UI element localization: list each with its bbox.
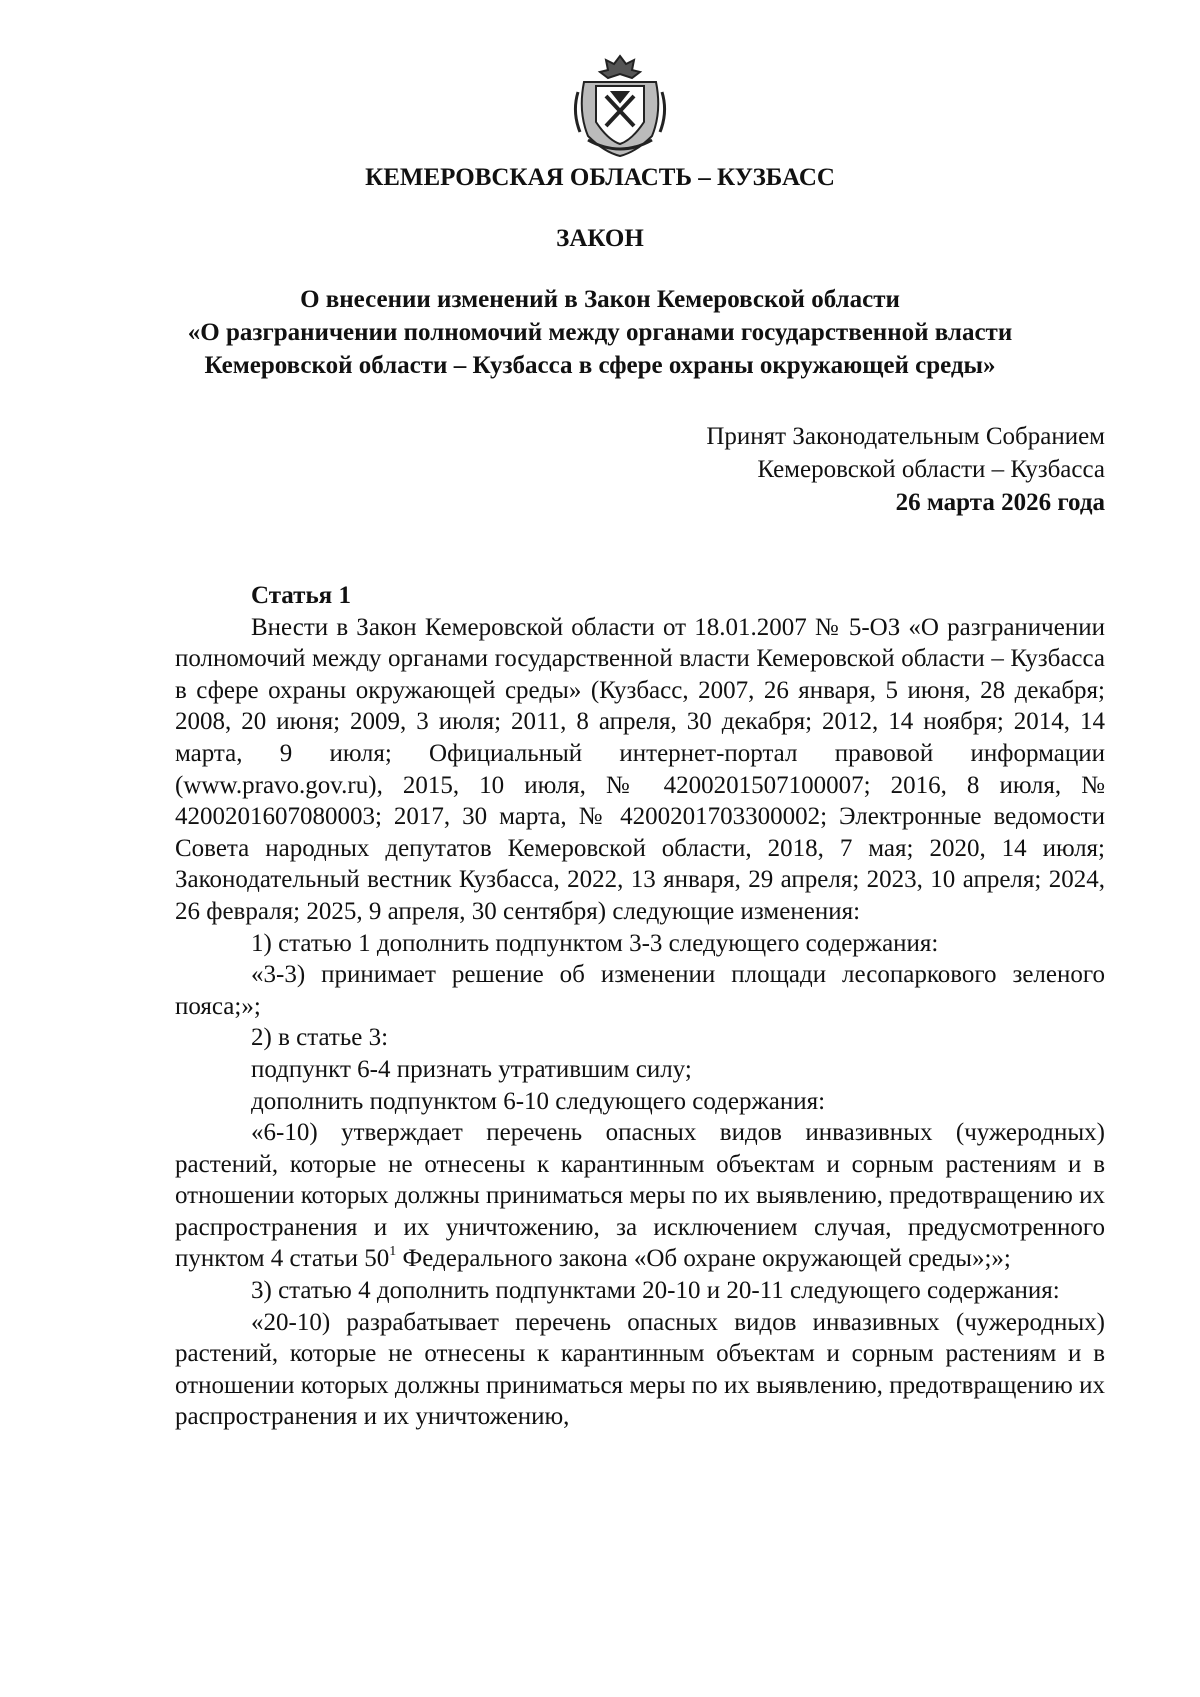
document-type-heading: ЗАКОН: [556, 225, 644, 252]
adoption-date: 26 марта 2026 года: [895, 489, 1105, 516]
article-paragraph: подпункт 6-4 признать утратившим силу;: [251, 1055, 692, 1083]
paragraph-text: Федерального закона «Об охране окружающей среды»;»;: [396, 1245, 1011, 1273]
article-body: [175, 580, 1105, 1433]
article-paragraph: «3-3) принимает решение об изменении площади лесопаркового зеленого пояса;»;: [175, 961, 1105, 1020]
law-title-line: «О разграничении полномочий между органами государственной власти: [187, 319, 1013, 346]
article-paragraph: «20-10) разрабатывает перечень опасных видов инвазивных (чужеродных) растений, которые не отнесены к карантинным объектам и сорным растениям и в отношении которых должны приниматься меры по их выявлению, предотвращению их распространения и их уничтожению,: [175, 1308, 1105, 1431]
article-paragraph: 2) в статье 3:: [251, 1024, 389, 1052]
adoption-line: Принят Законодательным Собранием: [706, 423, 1105, 450]
article-paragraph: Внести в Закон Кемеровской области от 18.01.2007 № 5-ОЗ «О разграничении полномочий между органами государственной власти Кемеровской области – Кузбасса в сфере охраны окружающей среды» (Кузбасс, 2007, 26 января, 5 июня, 28 декабря; 2008, 20 июня; 2009, 3 июля; 2011, 8 апреля, 30 декабря; 2012, 14 ноября; 2014, 14 марта, 9 июля; Официальный интернет-портал правовой информации (www.pravo.gov.ru), 2015, 10 июля, № 4200201507100007; 2016, 8 июля, № 4200201607080003; 2017, 30 марта, № 4200201703300002; Электронные ведомости Совета народных депутатов Кемеровской области, 2018, 7 мая; 2020, 14 июля; Законодательный вестник Кузбасса, 2022, 13 января, 29 апреля; 2023, 10 апреля; 2024, 26 февраля; 2025, 9 апреля, 30 сентября) следующие изменения:: [175, 613, 1105, 925]
region-heading: КЕМЕРОВСКАЯ ОБЛАСТЬ – КУЗБАСС: [365, 164, 835, 191]
article-paragraph: 1) статью 1 дополнить подпунктом 3-3 следующего содержания:: [251, 929, 939, 957]
article-heading: Статья 1: [251, 582, 351, 609]
article-paragraph: [175, 1117, 1105, 1275]
article-paragraph: дополнить подпунктом 6-10 следующего содержания:: [251, 1087, 826, 1115]
paragraph-text: «6-10) утверждает перечень опасных видов инвазивных (чужеродных) растений, которые не отнесены к карантинным объектам и сорным растениям и в отношении которых должны приниматься меры по их выявлению, предотвращению их распространения и их уничтожению, за исключением случая, предусмотренного пунктом 4 статьи 50: [175, 1119, 1105, 1273]
law-title-line: Кемеровской области – Кузбасса в сфере охраны окружающей среды»: [204, 352, 996, 379]
law-title-line: О внесении изменений в Закон Кемеровской области: [300, 286, 900, 313]
coat-of-arms-emblem-icon: [568, 52, 672, 158]
adoption-note: [706, 420, 1105, 519]
law-title: [0, 283, 1200, 382]
superscript: 1: [389, 1244, 397, 1260]
article-paragraph: 3) статью 4 дополнить подпунктами 20-10 и 20-11 следующего содержания:: [251, 1277, 1060, 1305]
adoption-line: Кемеровской области – Кузбасса: [757, 456, 1105, 483]
